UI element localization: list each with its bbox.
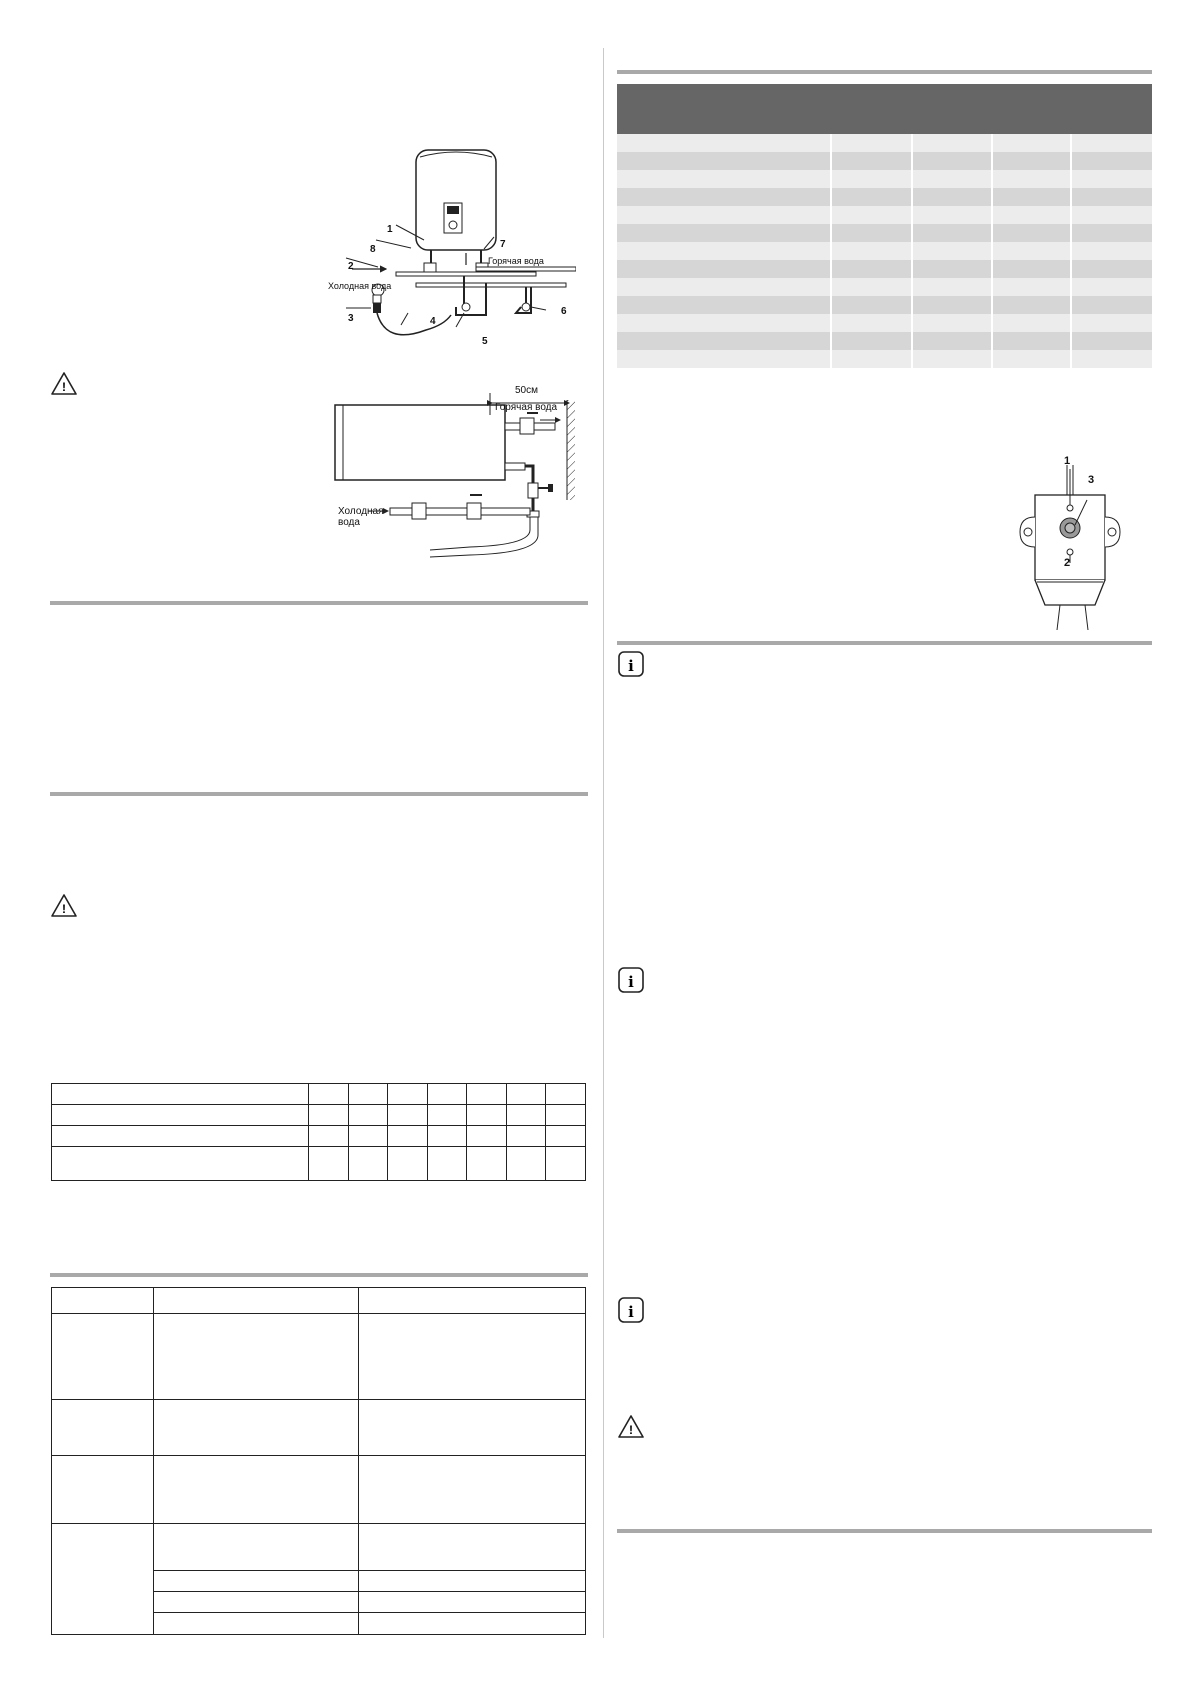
info-icon (617, 650, 645, 678)
shaded-spec-table (617, 84, 1152, 368)
vertical-heater-installation-diagram (316, 145, 576, 355)
cold-water-label: Холодная вода (328, 281, 392, 291)
callout-1: 1 (387, 224, 393, 235)
svg-text:!: ! (62, 380, 66, 394)
hot-water-label: Горячая вода (488, 256, 544, 266)
side-hot-water-label: Горячая вода (495, 402, 558, 413)
callout-5: 5 (482, 336, 488, 347)
callout-6: 6 (561, 306, 567, 317)
callout-3: 3 (348, 313, 354, 324)
warning-triangle-icon (50, 370, 78, 398)
distance-label: 50см (515, 385, 538, 396)
shaded-table-header (617, 84, 1152, 134)
section-rule (50, 1273, 588, 1277)
svg-text:i: i (628, 1303, 634, 1321)
thermostat-callout-3: 3 (1088, 474, 1095, 486)
side-cold-water-label-1: Холодная (338, 506, 384, 517)
side-cold-water-label-2: вода (338, 517, 360, 528)
info-icon (617, 966, 645, 994)
callout-4: 4 (430, 316, 436, 327)
section-rule (50, 792, 588, 796)
section-rule (617, 70, 1152, 74)
thermostat-callout-2: 2 (1064, 557, 1071, 569)
callout-2: 2 (348, 261, 354, 272)
section-rule (617, 641, 1152, 645)
section-rule (50, 601, 588, 605)
thermostat-callout-1: 1 (1064, 455, 1071, 467)
callout-8: 8 (370, 244, 376, 255)
svg-text:!: ! (629, 1423, 633, 1437)
info-icon (617, 1296, 645, 1324)
svg-text:i: i (628, 973, 634, 991)
warning-triangle-icon (617, 1413, 645, 1441)
svg-text:!: ! (62, 902, 66, 916)
warning-triangle-icon (50, 892, 78, 920)
callout-7: 7 (500, 239, 506, 250)
column-divider (603, 48, 604, 1638)
thermostat-diagram (1015, 455, 1125, 635)
troubleshooting-table (51, 1287, 586, 1635)
specification-table (51, 1083, 586, 1181)
svg-text:i: i (628, 657, 634, 675)
section-rule (617, 1529, 1152, 1533)
